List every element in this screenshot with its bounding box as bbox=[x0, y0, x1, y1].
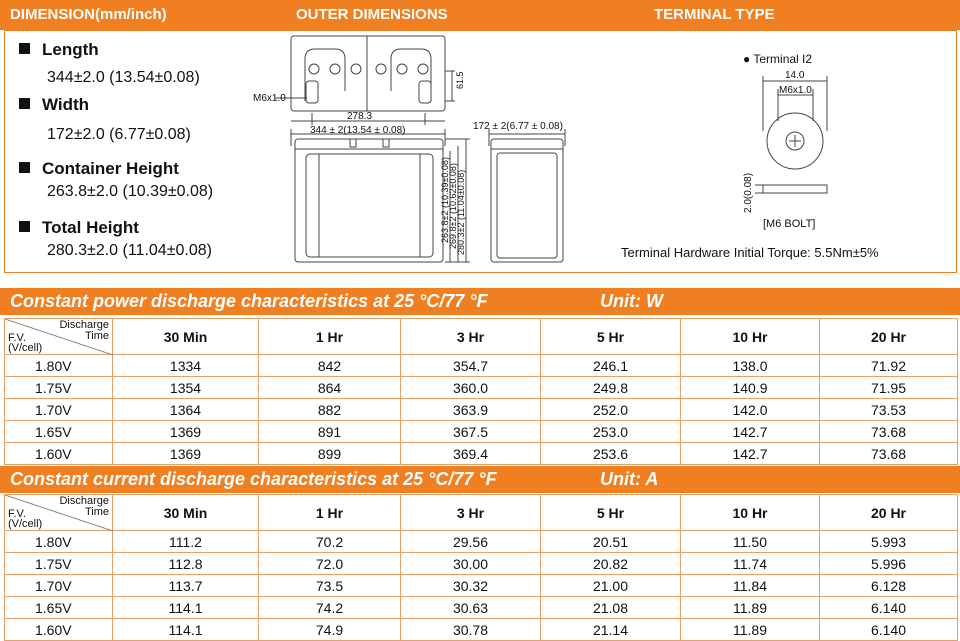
table-row bbox=[5, 553, 958, 575]
table-cell: 138.0 bbox=[681, 355, 820, 377]
power-discharge-table bbox=[4, 318, 958, 465]
final-voltage-cell: 1.60V bbox=[5, 619, 113, 641]
final-voltage-cell: 1.75V bbox=[5, 553, 113, 575]
table-corner-cell bbox=[5, 495, 113, 531]
table-cell: 21.14 bbox=[541, 619, 681, 641]
current-section-bar bbox=[0, 466, 960, 493]
column-header: 10 Hr bbox=[681, 495, 820, 531]
corner-fv-label: F.V. (V/cell) bbox=[8, 332, 43, 354]
column-header: 1 Hr bbox=[259, 495, 401, 531]
table-cell: 29.56 bbox=[401, 531, 541, 553]
dimension-panel bbox=[4, 30, 957, 273]
table-cell: 73.68 bbox=[820, 443, 958, 465]
corner-discharge-time-label: Discharge Time bbox=[59, 319, 109, 342]
table-row bbox=[5, 575, 958, 597]
table-cell: 6.128 bbox=[820, 575, 958, 597]
final-voltage-cell: 1.70V bbox=[5, 399, 113, 421]
table-cell: 1369 bbox=[113, 443, 259, 465]
table-cell: 11.89 bbox=[681, 619, 820, 641]
table-cell: 864 bbox=[259, 377, 401, 399]
table-cell: 363.9 bbox=[401, 399, 541, 421]
table-cell: 112.8 bbox=[113, 553, 259, 575]
spec-total-height-value: 280.3±2.0 (11.04±0.08) bbox=[47, 242, 212, 259]
front-view-outline bbox=[295, 139, 443, 262]
table-cell: 21.08 bbox=[541, 597, 681, 619]
table-cell: 11.74 bbox=[681, 553, 820, 575]
corner-discharge-time-label: Discharge Time bbox=[59, 495, 109, 518]
table-row bbox=[5, 377, 958, 399]
corner-fv-label: F.V. (V/cell) bbox=[8, 508, 43, 530]
power-section-bar bbox=[0, 288, 960, 315]
terminal-name: ● Terminal I2 bbox=[743, 52, 813, 66]
table-cell: 21.00 bbox=[541, 575, 681, 597]
top-view-strap-right bbox=[391, 49, 431, 101]
table-cell: 70.2 bbox=[259, 531, 401, 553]
table-cell: 113.7 bbox=[113, 575, 259, 597]
column-header: 20 Hr bbox=[820, 495, 958, 531]
table-row bbox=[5, 421, 958, 443]
terminal-m6-dim: M6x1.0 bbox=[779, 85, 812, 96]
final-voltage-cell: 1.75V bbox=[5, 377, 113, 399]
spec-width: Width bbox=[19, 95, 89, 115]
final-voltage-cell: 1.65V bbox=[5, 597, 113, 619]
table-cell: 5.993 bbox=[820, 531, 958, 553]
table-cell: 369.4 bbox=[401, 443, 541, 465]
table-cell: 30.63 bbox=[401, 597, 541, 619]
final-voltage-cell: 1.80V bbox=[5, 355, 113, 377]
terminal-width-dim: 14.0 bbox=[785, 70, 805, 81]
table-cell: 30.00 bbox=[401, 553, 541, 575]
table-cell: 140.9 bbox=[681, 377, 820, 399]
spec-length: Length bbox=[19, 40, 99, 60]
table-cell: 249.8 bbox=[541, 377, 681, 399]
terminal-torque-text: Terminal Hardware Initial Torque: 5.5Nm±5% bbox=[621, 245, 879, 260]
top-view-strap-left bbox=[305, 49, 345, 101]
table-row bbox=[5, 443, 958, 465]
table-cell: 253.6 bbox=[541, 443, 681, 465]
table-cell: 11.84 bbox=[681, 575, 820, 597]
dim-278-label: 278.3 bbox=[347, 111, 373, 122]
table-header-row bbox=[5, 495, 958, 531]
final-voltage-cell: 1.60V bbox=[5, 443, 113, 465]
height-dim-1: 263.8±2 (10.39±0.08) bbox=[440, 157, 450, 243]
current-section-title: Constant current discharge characteristics at 25 °C/77 °F bbox=[10, 469, 497, 489]
current-discharge-table bbox=[4, 494, 958, 641]
table-cell: 71.95 bbox=[820, 377, 958, 399]
column-header: 30 Min bbox=[113, 495, 259, 531]
table-cell: 367.5 bbox=[401, 421, 541, 443]
table-cell: 11.50 bbox=[681, 531, 820, 553]
side-view-outline bbox=[491, 139, 563, 262]
dimension-header-bar bbox=[0, 0, 960, 30]
table-cell: 11.89 bbox=[681, 597, 820, 619]
table-row bbox=[5, 399, 958, 421]
terminal-type-header: TERMINAL TYPE bbox=[654, 6, 775, 23]
table-cell: 74.2 bbox=[259, 597, 401, 619]
dimension-header-label: DIMENSION(mm/inch) bbox=[10, 6, 167, 23]
table-cell: 899 bbox=[259, 443, 401, 465]
final-voltage-cell: 1.70V bbox=[5, 575, 113, 597]
table-cell: 142.7 bbox=[681, 421, 820, 443]
table-cell: 1364 bbox=[113, 399, 259, 421]
table-row bbox=[5, 597, 958, 619]
final-voltage-cell: 1.80V bbox=[5, 531, 113, 553]
table-cell: 1369 bbox=[113, 421, 259, 443]
width-dim-label: 172 ± 2(6.77 ± 0.08) bbox=[473, 121, 563, 132]
table-cell: 20.82 bbox=[541, 553, 681, 575]
length-dim-label: 344 ± 2(13.54 ± 0.08) bbox=[310, 125, 406, 136]
table-cell: 73.53 bbox=[820, 399, 958, 421]
current-section-unit: Unit: A bbox=[600, 469, 659, 489]
spec-length-value: 344±2.0 (13.54±0.08) bbox=[47, 69, 200, 86]
table-cell: 891 bbox=[259, 421, 401, 443]
table-row bbox=[5, 619, 958, 641]
column-header: 1 Hr bbox=[259, 319, 401, 355]
power-section-title: Constant power discharge characteristics at 25 °C/77 °F bbox=[10, 291, 488, 311]
table-cell: 71.92 bbox=[820, 355, 958, 377]
final-voltage-cell: 1.65V bbox=[5, 421, 113, 443]
table-cell: 73.5 bbox=[259, 575, 401, 597]
table-cell: 842 bbox=[259, 355, 401, 377]
table-cell: 5.996 bbox=[820, 553, 958, 575]
table-corner-cell bbox=[5, 319, 113, 355]
dim-61-label: 61.5 bbox=[455, 71, 465, 89]
power-section-unit: Unit: W bbox=[600, 291, 663, 311]
table-cell: 142.0 bbox=[681, 399, 820, 421]
table-cell: 6.140 bbox=[820, 619, 958, 641]
column-header: 5 Hr bbox=[541, 319, 681, 355]
table-cell: 6.140 bbox=[820, 597, 958, 619]
column-header: 30 Min bbox=[113, 319, 259, 355]
height-dim-2: 269.8±2 (10.62±0.08) bbox=[448, 163, 458, 249]
spec-container-height: Container Height bbox=[19, 159, 179, 179]
table-row bbox=[5, 531, 958, 553]
table-cell: 72.0 bbox=[259, 553, 401, 575]
column-header: 3 Hr bbox=[401, 495, 541, 531]
table-cell: 111.2 bbox=[113, 531, 259, 553]
column-header: 10 Hr bbox=[681, 319, 820, 355]
spec-total-height: Total Height bbox=[19, 218, 139, 238]
outer-dimension-drawing bbox=[5, 31, 958, 274]
table-cell: 360.0 bbox=[401, 377, 541, 399]
column-header: 3 Hr bbox=[401, 319, 541, 355]
spec-container-height-value: 263.8±2.0 (10.39±0.08) bbox=[47, 183, 214, 200]
spec-width-value: 172±2.0 (6.77±0.08) bbox=[47, 126, 191, 143]
terminal-bolt-label: [M6 BOLT] bbox=[763, 218, 816, 230]
table-cell: 882 bbox=[259, 399, 401, 421]
table-cell: 1334 bbox=[113, 355, 259, 377]
table-cell: 73.68 bbox=[820, 421, 958, 443]
terminal-height-dim: 2.0(0.08) bbox=[743, 172, 754, 213]
table-cell: 30.32 bbox=[401, 575, 541, 597]
table-cell: 30.78 bbox=[401, 619, 541, 641]
m6-label: M6x1.0 bbox=[253, 93, 286, 104]
table-cell: 114.1 bbox=[113, 597, 259, 619]
table-cell: 354.7 bbox=[401, 355, 541, 377]
column-header: 20 Hr bbox=[820, 319, 958, 355]
table-cell: 253.0 bbox=[541, 421, 681, 443]
table-cell: 20.51 bbox=[541, 531, 681, 553]
column-header: 5 Hr bbox=[541, 495, 681, 531]
height-dim-3: 280.3±2 (11.04±0.08) bbox=[456, 169, 466, 255]
table-cell: 74.9 bbox=[259, 619, 401, 641]
table-header-row bbox=[5, 319, 958, 355]
table-cell: 142.7 bbox=[681, 443, 820, 465]
table-cell: 1354 bbox=[113, 377, 259, 399]
table-row bbox=[5, 355, 958, 377]
table-cell: 246.1 bbox=[541, 355, 681, 377]
table-cell: 252.0 bbox=[541, 399, 681, 421]
outer-dimensions-header: OUTER DIMENSIONS bbox=[296, 6, 448, 23]
table-cell: 114.1 bbox=[113, 619, 259, 641]
